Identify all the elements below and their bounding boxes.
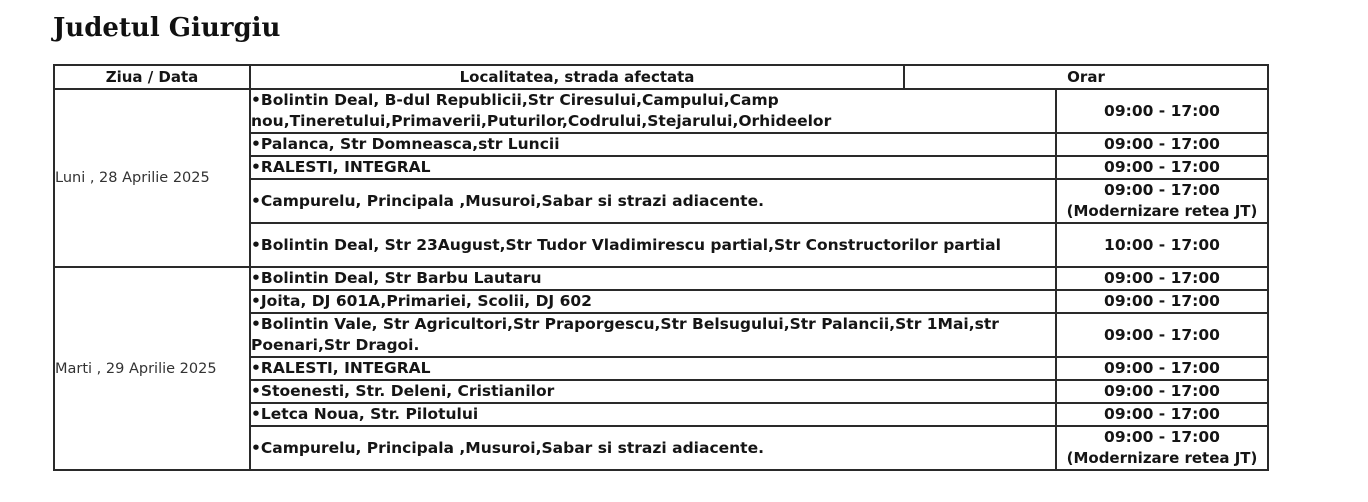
time-cell	[1056, 89, 1268, 133]
time-range: 09:00 - 17:00	[1104, 135, 1220, 153]
time-cell	[1056, 357, 1268, 380]
location-cell: •Palanca, Str Domneasca,str Luncii	[250, 133, 1056, 156]
table-row	[54, 267, 1268, 290]
day-cell: Marti , 29 Aprilie 2025	[54, 267, 250, 470]
header-location: Localitatea, strada afectata	[251, 66, 905, 88]
page-title: Judetul Giurgiu	[53, 13, 281, 43]
time-range: 09:00 - 17:00	[1104, 292, 1220, 310]
time-range: 09:00 - 17:00	[1104, 382, 1220, 400]
location-cell: •Bolintin Deal, Str 23August,Str Tudor Vladimirescu partial,Str Constructorilor partial	[250, 223, 1056, 267]
time-cell	[1056, 403, 1268, 426]
time-range: 09:00 - 17:00	[1104, 101, 1220, 120]
time-range: 09:00 - 17:00	[1104, 428, 1220, 446]
outage-schedule-table	[53, 64, 1269, 471]
location-cell: •Joita, DJ 601A,Primariei, Scolii, DJ 602	[250, 290, 1056, 313]
day-cell: Luni , 28 Aprilie 2025	[54, 89, 250, 267]
time-range: 09:00 - 17:00	[1104, 269, 1220, 287]
location-cell: •Letca Noua, Str. Pilotului	[250, 403, 1056, 426]
location-cell: •Bolintin Deal, Str Barbu Lautaru	[250, 267, 1056, 290]
time-range: 09:00 - 17:00	[1104, 405, 1220, 423]
time-cell	[1056, 156, 1268, 179]
header-location-schedule	[250, 65, 1268, 89]
time-note: (Modernizare retea JT)	[1066, 449, 1258, 467]
time-range: 09:00 - 17:00	[1104, 181, 1220, 199]
time-cell	[1056, 290, 1268, 313]
time-range: 10:00 - 17:00	[1104, 235, 1220, 254]
time-cell	[1056, 380, 1268, 403]
location-cell: •Bolintin Vale, Str Agricultori,Str Praporgescu,Str Belsugului,Str Palancii,Str 1Mai,str Poenari,Str Dragoi.	[250, 313, 1056, 357]
table-row	[54, 89, 1268, 133]
location-cell: •RALESTI, INTEGRAL	[250, 156, 1056, 179]
time-range: 09:00 - 17:00	[1104, 359, 1220, 377]
time-cell	[1056, 426, 1268, 470]
time-cell	[1056, 313, 1268, 357]
time-note: (Modernizare retea JT)	[1066, 202, 1258, 220]
time-cell	[1056, 267, 1268, 290]
header-day: Ziua / Data	[54, 65, 250, 89]
location-cell: •Campurelu, Principala ,Musuroi,Sabar si strazi adiacente.	[250, 426, 1056, 470]
time-cell	[1056, 223, 1268, 267]
location-cell: •Stoenesti, Str. Deleni, Cristianilor	[250, 380, 1056, 403]
table-body	[54, 89, 1268, 470]
table-header-row	[54, 65, 1268, 89]
time-cell	[1056, 133, 1268, 156]
location-cell: •RALESTI, INTEGRAL	[250, 357, 1056, 380]
header-schedule: Orar	[1067, 68, 1105, 86]
time-cell	[1056, 179, 1268, 223]
location-cell: •Campurelu, Principala ,Musuroi,Sabar si strazi adiacente.	[250, 179, 1056, 223]
time-range: 09:00 - 17:00	[1104, 158, 1220, 176]
location-cell: •Bolintin Deal, B-dul Republicii,Str Ciresului,Campului,Camp nou,Tineretului,Primaverii,Puturilor,Codrului,Stejarului,Orhideelor	[250, 89, 1056, 133]
time-range: 09:00 - 17:00	[1104, 325, 1220, 344]
